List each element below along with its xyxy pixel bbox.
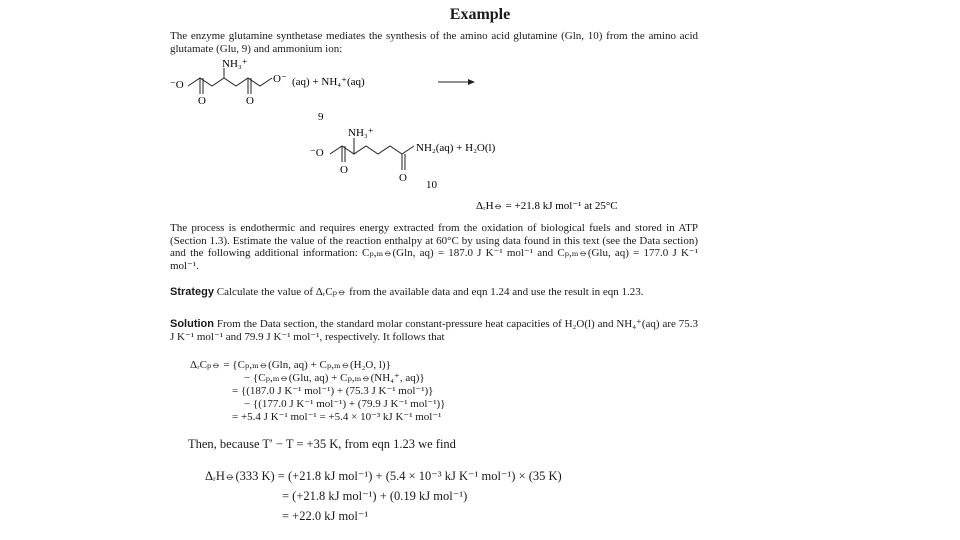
problem-paragraph: The process is endothermic and requires energy extracted from the oxidation of biological fuels and stored in ATP (Section 1.3). Estimate the value of the reaction enthalpy at 60°C by using data found in this text (see the Data section) and the following additional information: Cₚ,ₘ⦵(Gln, aq) = 187.0 J K⁻¹ mol⁻¹ and Cₚ,ₘ⦵(Glu, aq) = 177.0 J K⁻¹ mol⁻¹. bbox=[170, 222, 698, 272]
then-sentence: Then, because T′ − T = +35 K, from eqn 1.23 we find bbox=[188, 437, 456, 451]
slide-title: Example bbox=[449, 6, 511, 23]
solution-text: From the Data section, the standard molar constant-pressure heat capacities of H₂O(l) and NH₄⁺(aq) are 75.3 J K⁻¹ mol⁻¹ and 79.9 J K⁻¹ mol⁻¹, respectively. It follows that bbox=[170, 318, 698, 343]
glu-o-minus-left: ⁻O bbox=[170, 79, 184, 91]
glu-o-minus-right: O⁻ bbox=[273, 73, 287, 85]
calc-line-4: − {(177.0 J K⁻¹ mol⁻¹) + (79.9 J K⁻¹ mol⁻¹)} bbox=[244, 398, 446, 410]
glutamate-structure bbox=[188, 68, 272, 94]
strategy-text: Calculate the value of ΔᵣCₚ⦵ from the available data and eqn 1.24 and use the result in eqn 1.23. bbox=[216, 286, 644, 298]
glu-amine-label: NH₃⁺ bbox=[222, 58, 248, 70]
gln-o-minus-left: ⁻O bbox=[310, 147, 324, 159]
gln-state-text: NH₂(aq) + H₂O(l) bbox=[416, 142, 496, 154]
solution-label: Solution bbox=[170, 318, 214, 330]
final-line-1: ΔᵣH⦵(333 K) = (+21.8 kJ mol⁻¹) + (5.4 × 10⁻³ kJ K⁻¹ mol⁻¹) × (35 K) bbox=[205, 469, 562, 483]
glu-number: 9 bbox=[318, 111, 324, 123]
gln-o-right: O bbox=[399, 172, 407, 184]
final-line-3: = +22.0 kJ mol⁻¹ bbox=[282, 509, 369, 523]
solution-paragraph bbox=[170, 318, 698, 343]
reaction-arrow-icon bbox=[438, 79, 475, 85]
calc-line-3: = {(187.0 J K⁻¹ mol⁻¹) + (75.3 J K⁻¹ mol⁻¹)} bbox=[232, 385, 434, 397]
final-line-2: = (+21.8 kJ mol⁻¹) + (0.19 kJ mol⁻¹) bbox=[282, 489, 468, 503]
calc-line-5: = +5.4 J K⁻¹ mol⁻¹ = +5.4 × 10⁻³ kJ K⁻¹ mol⁻¹ bbox=[232, 411, 442, 423]
strategy-label: Strategy bbox=[170, 286, 215, 298]
strategy-paragraph bbox=[170, 286, 698, 299]
intro-paragraph: The enzyme glutamine synthetase mediates the synthesis of the amino acid glutamine (Gln, 10) from the amino acid glutamate (Glu, 9) and ammonium ion: bbox=[170, 30, 698, 55]
gln-amine-label: NH₃⁺ bbox=[348, 127, 374, 139]
glu-o-right: O bbox=[246, 95, 254, 107]
calc-line-2: − {Cₚ,ₘ⦵(Glu, aq) + Cₚ,ₘ⦵(NH₄⁺, aq)} bbox=[244, 372, 425, 384]
glu-state-text: (aq) + NH₄⁺(aq) bbox=[292, 76, 365, 88]
glu-o-left: O bbox=[198, 95, 206, 107]
gln-number: 10 bbox=[426, 179, 437, 191]
gln-o-left: O bbox=[340, 164, 348, 176]
reaction-enthalpy: ΔᵣH⦵ = +21.8 kJ mol⁻¹ at 25°C bbox=[476, 200, 618, 212]
calc-line-1: ΔᵣCₚ⦵ = {Cₚ,ₘ⦵(Gln, aq) + Cₚ,ₘ⦵(H₂O, l)} bbox=[190, 359, 391, 371]
reaction-scheme bbox=[170, 58, 700, 218]
